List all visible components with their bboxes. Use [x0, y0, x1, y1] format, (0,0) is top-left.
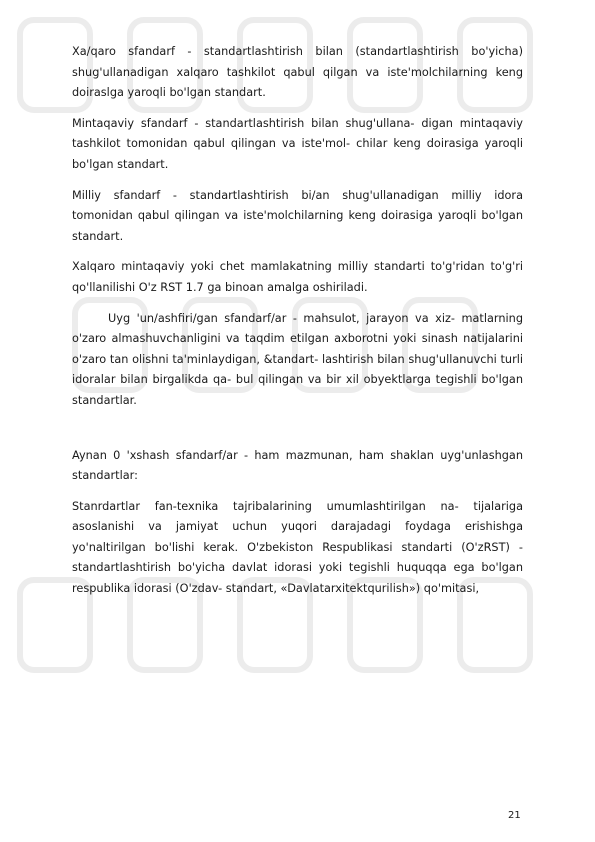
paragraph-xalqaro-standart: Xa/qaro sfandarf - standartlashtirish bilan (standartlashtirish bo'yicha) shug'ullanadigan xalqaro tashkilot qabul qilgan va iste'molchilarning keng doiraslga yaroqli bo'lgan standart.: [72, 45, 523, 100]
paragraph-aynan-oxshash-standartlar: Aynan 0 'xshash sfandarf/ar - ham mazmunan, ham shaklan uyg'unlashgan standartlar:: [72, 448, 523, 483]
page-number: 21: [508, 810, 521, 821]
paragraph-mintaqaviy-standart: Mintaqaviy sfandarf - standartlashtirish bilan shug'ullana- digan mintaqaviy tashkilot tomonidan qabul qilingan va iste'mol- chilar keng doirasiga yaroqli bo'lgan standart.: [72, 116, 523, 171]
paragraph-spacer: [72, 422, 523, 446]
document-body: [72, 42, 523, 610]
paragraph-milliy-standart: Milliy sfandarf - standartlashtirish bi/an shug'ullanadigan milliy idora tomonidan qabul qilingan va iste'molchilarning keng doirasiga yaroqli bo'lgan standart.: [72, 188, 523, 243]
paragraph-standartlar-asoslanishi: Stanrdartlar fan-texnika tajribalarining umumlashtirilgan na- tijalariga asoslanishi va jamiyat uchun yuqori darajadagi foydaga erishishga yo'naltirilgan bo'lishi kerak. O'zbekiston Respublikasi standarti (O'zRST) - standartlashtirish bo'yicha davlat idorasi yoki tegishli huquqqa ega bo'lgan respublika idorasi (O'zdav- standart, «Davlatarxitektqurilish») qo'mitasi,: [72, 499, 523, 596]
paragraph-uygunlashtirilgan-standartlar: Uyg 'un/ashfiri/gan sfandarf/ar - mahsulot, jarayon va xiz- matlarning o'zaro almashuvchanligini va taqdim etilgan axborotni yoki sinash natijalarini o'zaro tan olishni ta'minlaydigan, &tandart- lashtirish bilan shug'ullanuvchi turli idoralar bilan birgalikda qa- bul qilingan va bir xil obyektlarga tegishli bo'lgan standartlar.: [72, 311, 523, 407]
paragraph-qollanilishi: Xalqaro mintaqaviy yoki chet mamlakatning milliy standarti to'g'ridan to'g'ri qo'llanilishi O'z RST 1.7 ga binoan amalga oshiriladi.: [72, 260, 523, 294]
